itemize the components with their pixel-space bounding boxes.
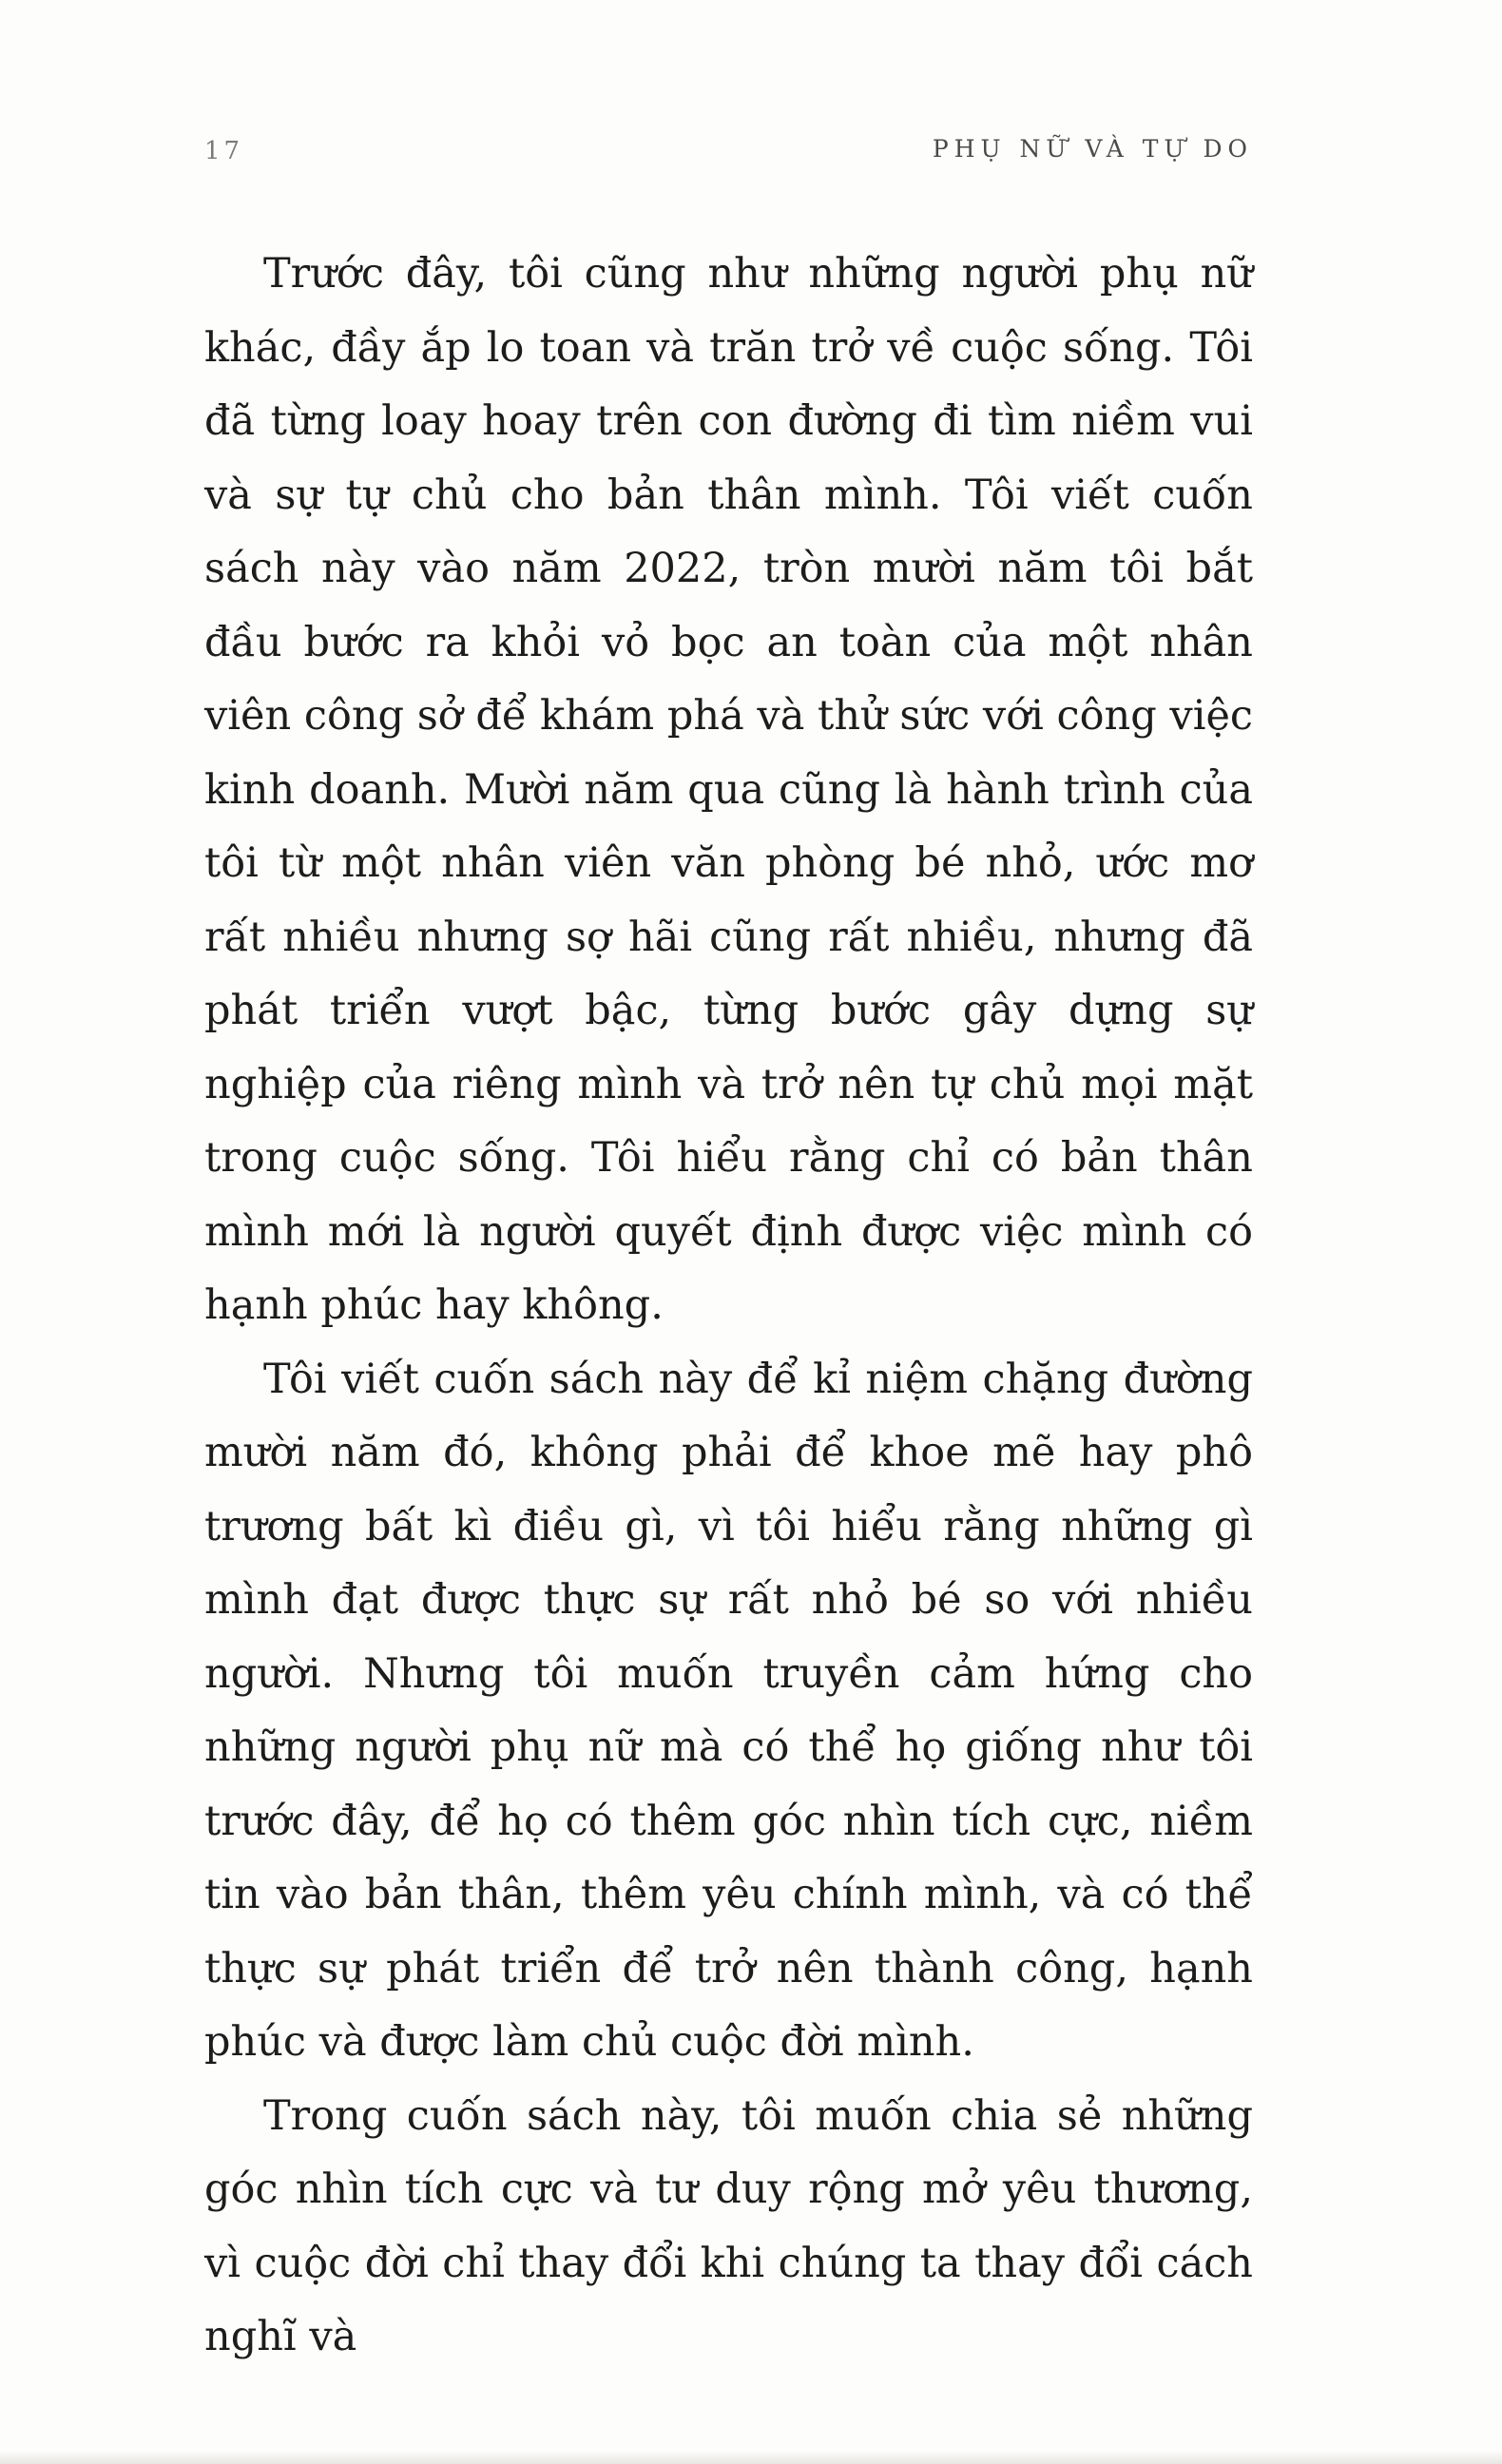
running-title: PHỤ NỮ VÀ TỰ DO bbox=[932, 135, 1253, 163]
paragraph-2: Tôi viết cuốn sách này để kỉ niệm chặng đường mười năm đó, không phải để khoe mẽ hay phô trương bất kì điều gì, vì tôi hiểu rằng những gì mình đạt được thực sự rất nhỏ bé so với nhiều người. Nhưng tôi muốn truyền cảm hứng cho những người phụ nữ mà có thể họ giống như tôi trước đây, để họ có thêm góc nhìn tích cực, niềm tin vào bản thân, thêm yêu chính mình, và có thể thực sự phát triển để trở nên thành công, hạnh phúc và được làm chủ cuộc đời mình. bbox=[204, 1355, 1253, 2066]
paragraph-1: Trước đây, tôi cũng như những người phụ nữ khác, đầy ắp lo toan và trăn trở về cuộc sống. Tôi đã từng loay hoay trên con đường đi tìm niềm vui và sự tự chủ cho bản thân mình. Tôi viết cuốn sách này vào năm 2022, tròn mười năm tôi bắt đầu bước ra khỏi vỏ bọc an toàn của một nhân viên công sở để khám phá và thử sức với công việc kinh doanh. Mười năm qua cũng là hành trình của tôi từ một nhân viên văn phòng bé nhỏ, ước mơ rất nhiều nhưng sợ hãi cũng rất nhiều, nhưng đã phát triển vượt bậc, từng bước gây dựng sự nghiệp của riêng mình và trở nên tự chủ mọi mặt trong cuộc sống. Tôi hiểu rằng chỉ có bản thân mình mới là người quyết định được việc mình có hạnh phúc hay không. bbox=[204, 250, 1253, 1329]
page-number: 17 bbox=[204, 137, 244, 165]
paragraph-3: Trong cuốn sách này, tôi muốn chia sẻ những góc nhìn tích cực và tư duy rộng mở yêu thương, vì cuộc đời chỉ thay đổi khi chúng ta thay đổi cách nghĩ và bbox=[204, 2091, 1253, 2360]
body-text bbox=[204, 238, 1253, 2375]
running-header bbox=[204, 133, 1253, 171]
